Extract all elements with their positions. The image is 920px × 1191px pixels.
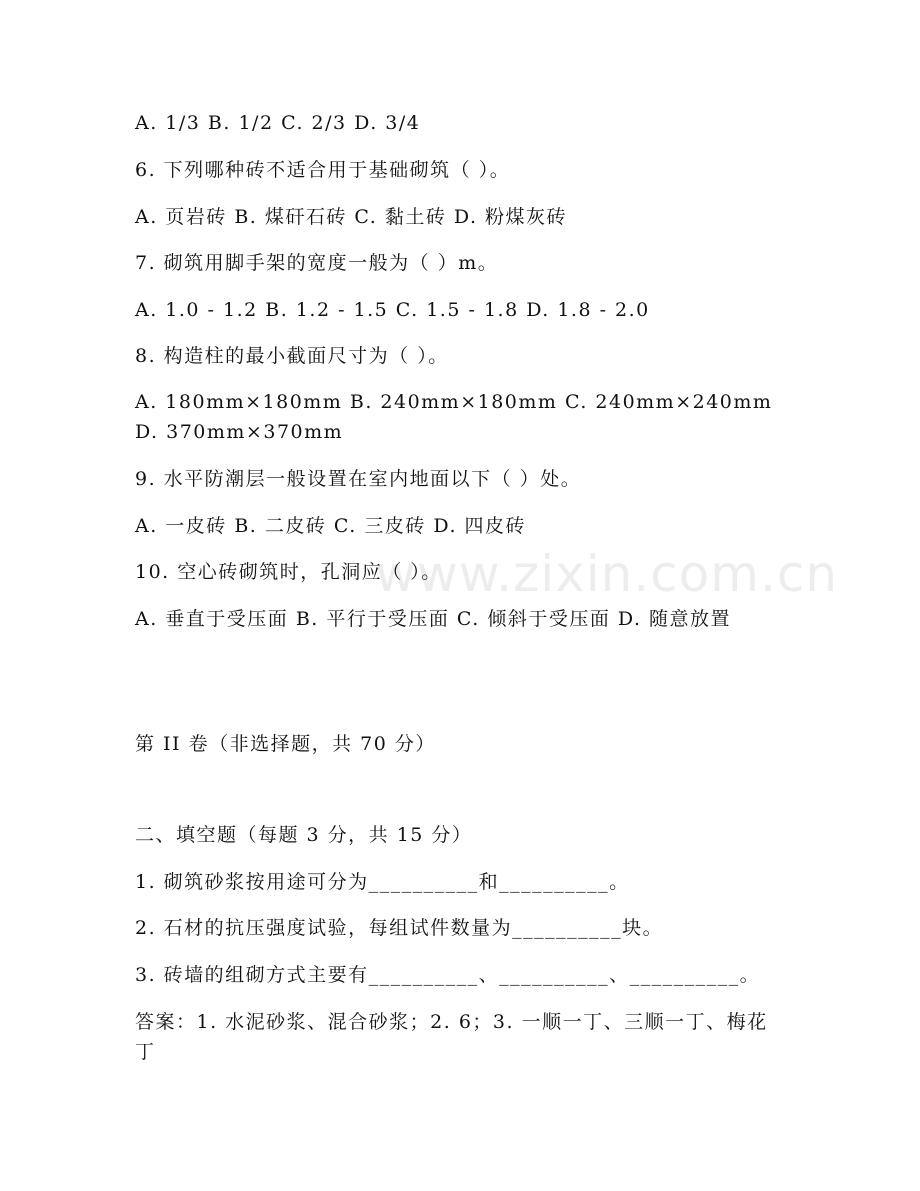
part-ii-heading: 第 II 卷（非选择题，共 70 分） xyxy=(135,733,436,755)
q7-options: A. 1.0 - 1.2 B. 1.2 - 1.5 C. 1.5 - 1.8 D. 1.8 - 2.0 xyxy=(135,299,650,321)
section-fill-blank-heading: 二、填空题（每题 3 分，共 15 分） xyxy=(135,824,473,846)
q8-question: 8. 构造柱的最小截面尺寸为（ ）。 xyxy=(135,345,449,367)
fill-answers: 答案：1. 水泥砂浆、混合砂浆；2. 6；3. 一顺一丁、三顺一丁、梅花丁 xyxy=(135,1011,768,1063)
fill-q2: 2. 石材的抗压强度试验，每组试件数量为__________块。 xyxy=(135,917,664,939)
fill-q3: 3. 砖墙的组砌方式主要有__________、__________、__________。 xyxy=(135,964,761,986)
fill-q1: 1. 砌筑砂浆按用途可分为__________和__________。 xyxy=(135,871,630,893)
q5-options: A. 1/3 B. 1/2 C. 2/3 D. 3/4 xyxy=(135,112,421,134)
q9-options: A. 一皮砖 B. 二皮砖 C. 三皮砖 D. 四皮砖 xyxy=(135,515,527,537)
q6-options: A. 页岩砖 B. 煤矸石砖 C. 黏土砖 D. 粉煤灰砖 xyxy=(135,206,568,228)
q10-options: A. 垂直于受压面 B. 平行于受压面 C. 倾斜于受压面 D. 随意放置 xyxy=(135,608,732,630)
q6-question: 6. 下列哪种砖不适合用于基础砌筑（ ）。 xyxy=(135,159,511,181)
q8-options: A. 180mm×180mm B. 240mm×180mm C. 240mm×240mm D. 370mm×370mm xyxy=(135,391,773,443)
q10-question: 10. 空心砖砌筑时，孔洞应（ ）。 xyxy=(135,561,442,583)
q9-question: 9. 水平防潮层一般设置在室内地面以下（ ）处。 xyxy=(135,468,582,490)
watermark: www.zixin.com.cn xyxy=(375,545,839,603)
q7-question: 7. 砌筑用脚手架的宽度一般为（ ）m。 xyxy=(135,252,499,274)
